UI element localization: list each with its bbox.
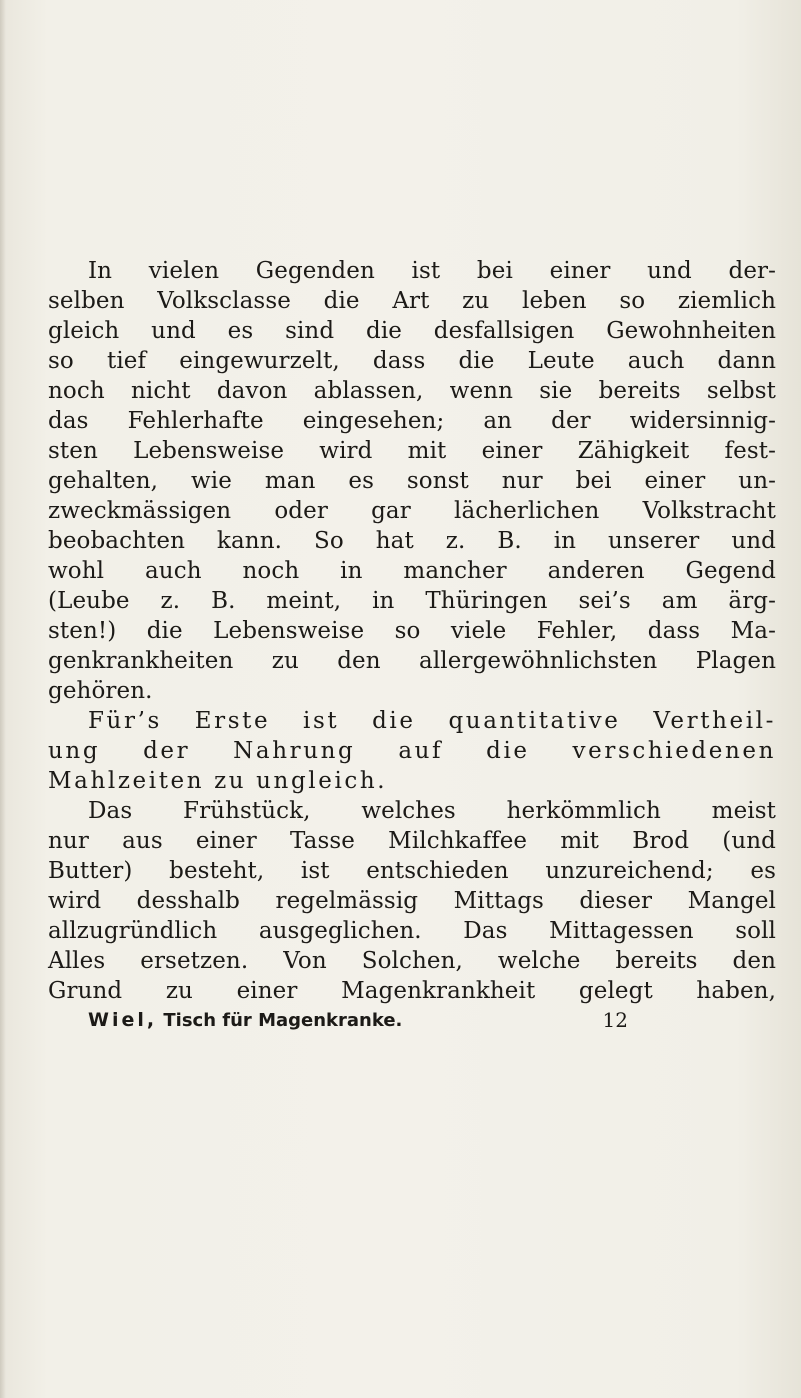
text-line: zweckmässigen oder gar lächerlichen Volkstracht — [48, 498, 776, 524]
text-line: Grund zu einer Magenkrankheit gelegt haben, — [48, 978, 776, 1004]
text-line-spaced: Für’s Erste ist die quantitative Vertheil- — [88, 708, 776, 734]
text-line: Das Frühstück, welches herkömmlich meist — [88, 798, 776, 824]
text-line: noch nicht davon ablassen, wenn sie bereits selbst — [48, 378, 776, 404]
text-line: das Fehlerhafte eingesehen; an der widersinnig- — [48, 408, 776, 434]
text-line: Butter) besteht, ist entschieden unzureichend; es — [48, 858, 776, 884]
page-footer — [88, 1006, 628, 1034]
text-line: genkrankheiten zu den allergewöhnlichsten Plagen — [48, 648, 776, 674]
text-line: so tief eingewurzelt, dass die Leute auch dann — [48, 348, 776, 374]
signature-mark: 12 — [602, 1008, 628, 1032]
text-line: Alles ersetzen. Von Solchen, welche bereits den — [48, 948, 776, 974]
text-line: gehalten, wie man es sonst nur bei einer un- — [48, 468, 776, 494]
text-line: wohl auch noch in mancher anderen Gegend — [48, 558, 776, 584]
text-line: beobachten kann. So hat z. B. in unserer und — [48, 528, 776, 554]
text-line-spaced: Mahlzeiten zu ungleich. — [48, 768, 388, 794]
body-text — [48, 256, 776, 1006]
text-line: selben Volksclasse die Art zu leben so ziemlich — [48, 288, 776, 314]
text-line: gleich und es sind die desfallsigen Gewohnheiten — [48, 318, 776, 344]
page-edge-shadow — [0, 0, 6, 1398]
text-line: allzugründlich ausgeglichen. Das Mittagessen soll — [48, 918, 776, 944]
text-line: gehören. — [48, 678, 153, 704]
text-line: wird desshalb regelmässig Mittags dieser Mangel — [48, 888, 776, 914]
text-line: sten!) die Lebensweise so viele Fehler, dass Ma- — [48, 618, 776, 644]
text-line: In vielen Gegenden ist bei einer und der- — [88, 258, 776, 284]
text-line: (Leube z. B. meint, in Thüringen sei’s am ärg- — [48, 588, 776, 614]
text-line-spaced: ung der Nahrung auf die verschiedenen — [48, 738, 776, 764]
text-line: nur aus einer Tasse Milchkaffee mit Brod (und — [48, 828, 776, 854]
footer-title: Tisch für Magenkranke. — [163, 1010, 403, 1031]
text-line: sten Lebensweise wird mit einer Zähigkeit fest- — [48, 438, 776, 464]
footer-author: Wiel, — [88, 1009, 158, 1031]
